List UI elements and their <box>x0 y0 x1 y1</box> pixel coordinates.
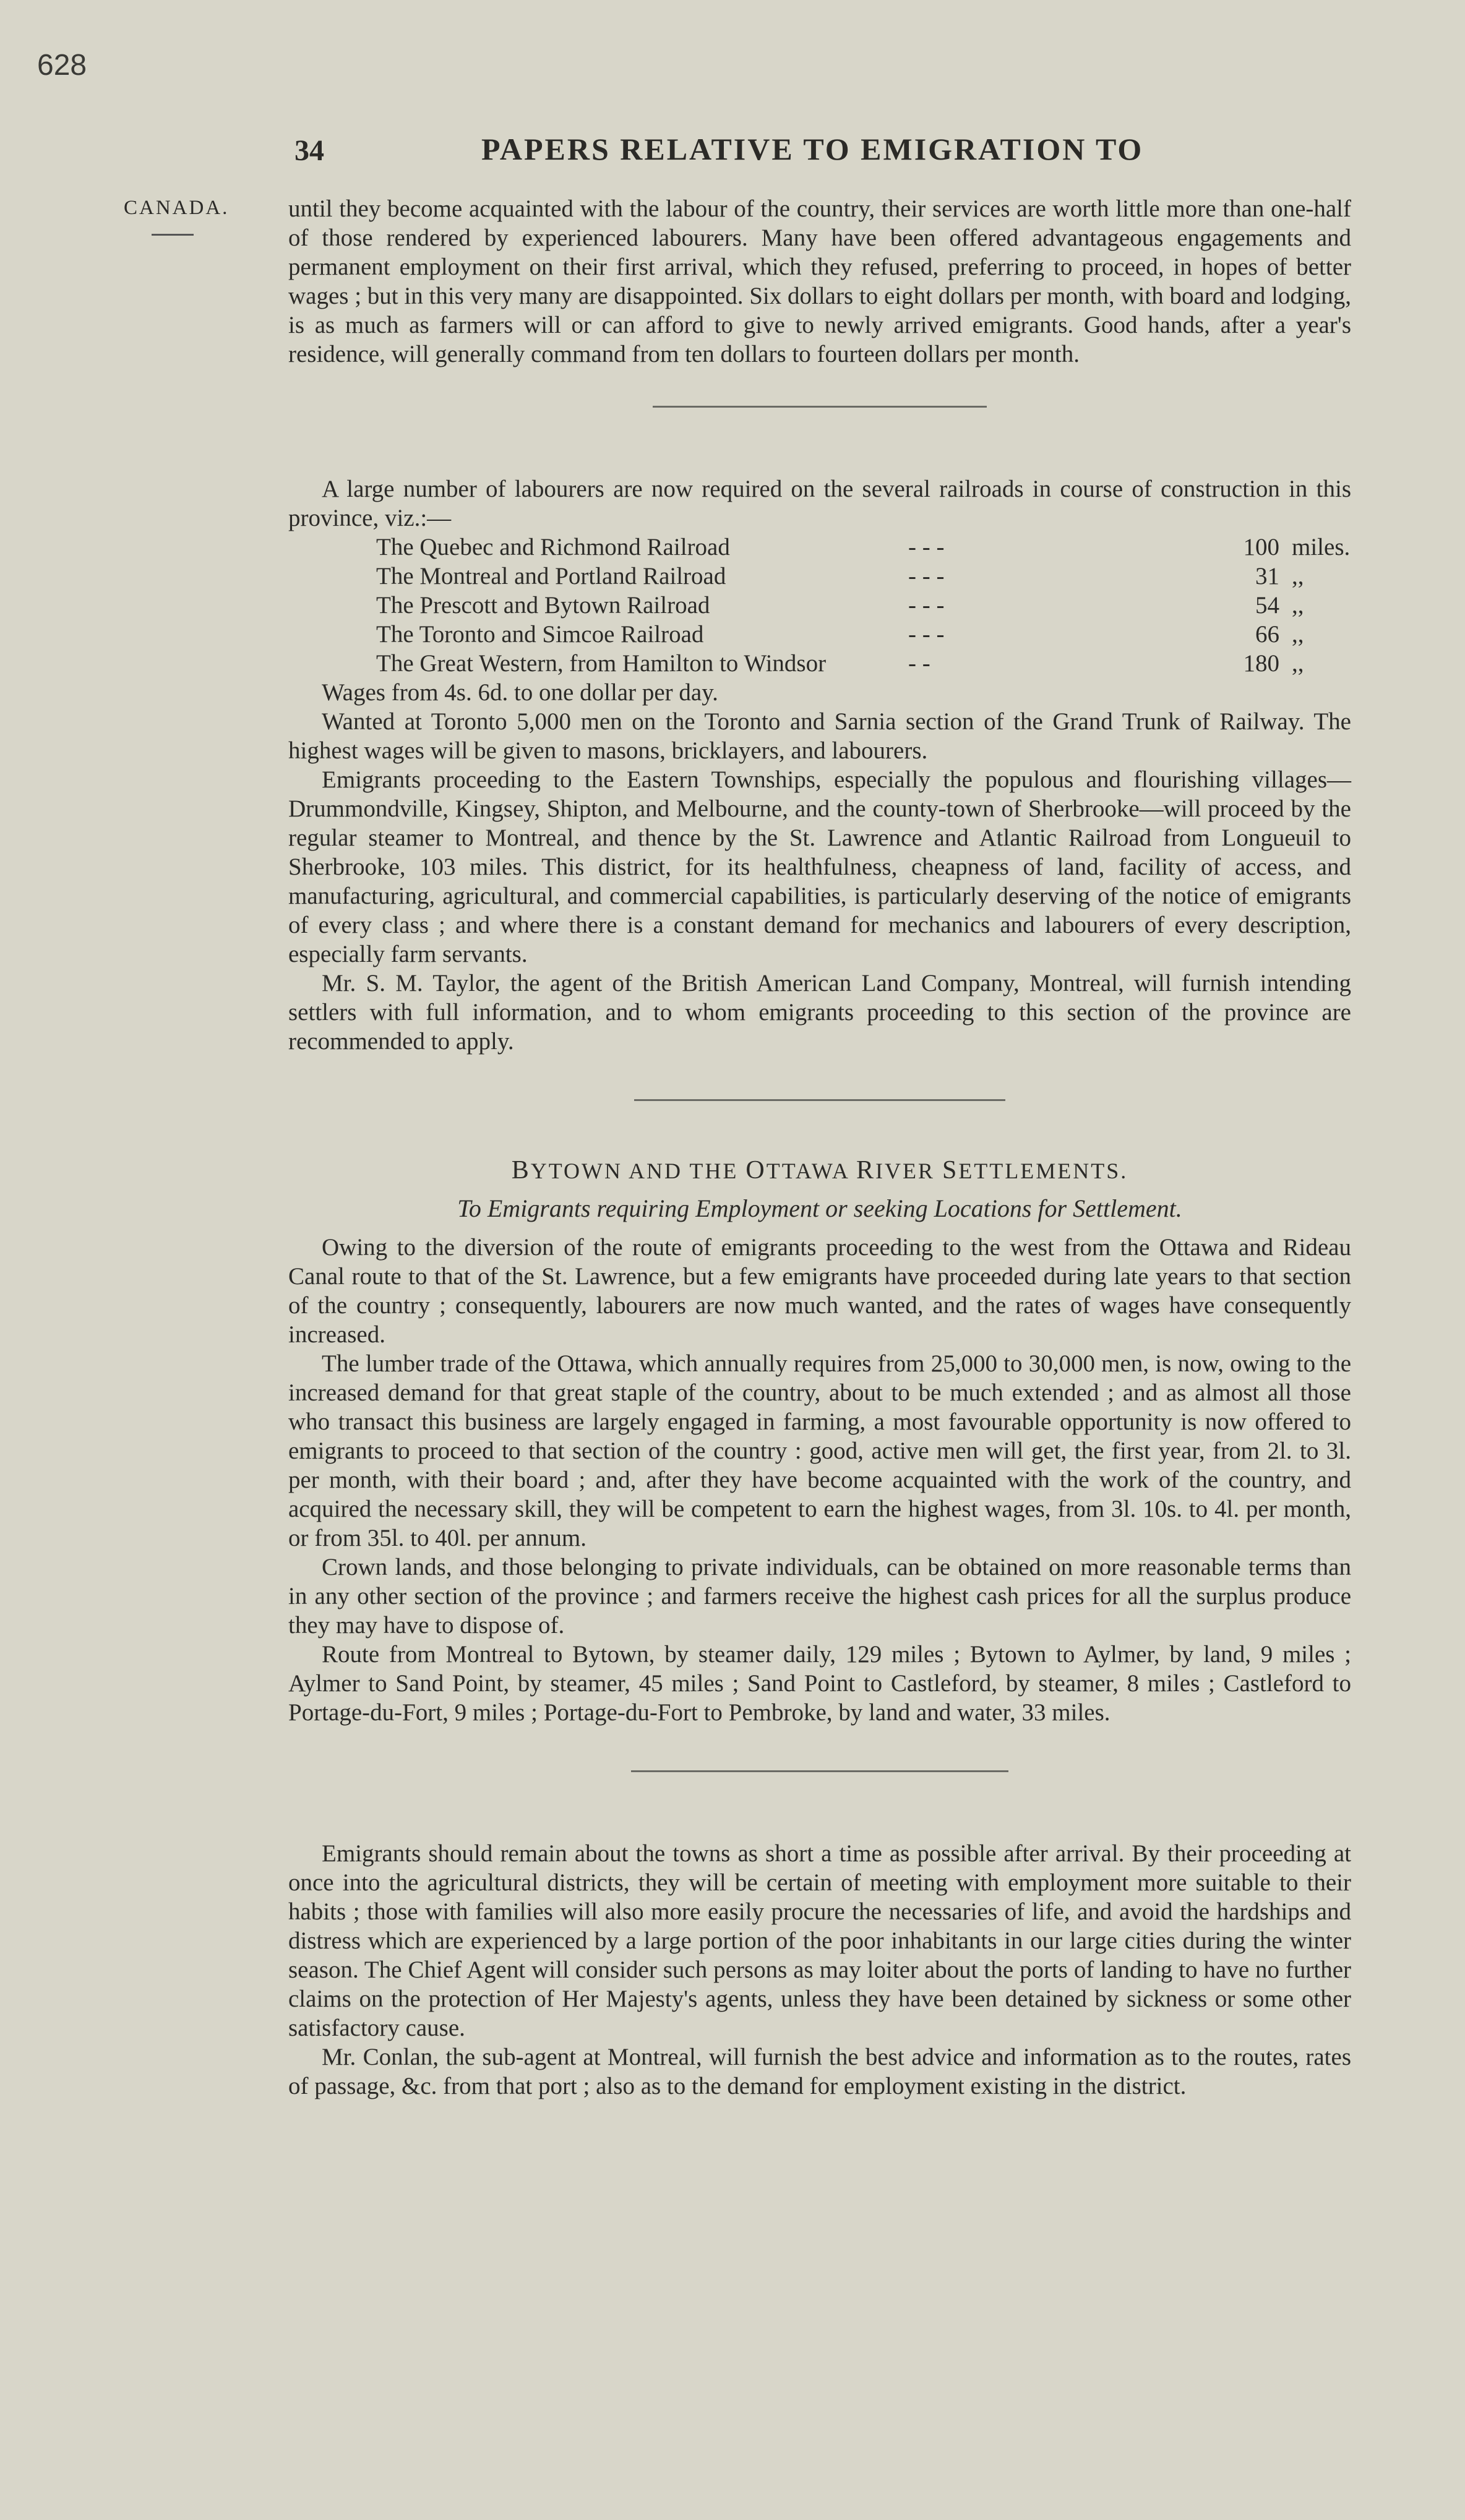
railroad-unit: ,, <box>1292 563 1304 589</box>
wages-line: Wages from 4s. 6d. to one dollar per day. <box>322 679 718 706</box>
intro-paragraph: until they become acquainted with the labour of the country, their services are worth little more than one-half of those rendered by experienced labourers. Many have been offered advantageous engagements and permanent employment on their first arrival, which they refused, preferring to proceed, in hopes of better wages ; but in this very many are disappointed. Six dollars to eight dollars per month, with board and lodging, is as much as farmers will or can afford to give to newly arrived emigrants. Good hands, after a year's residence, will generally command from ten dollars to fourteen dollars per month. <box>288 195 1351 367</box>
heading-part: S <box>942 1156 959 1185</box>
section-subheading: To Emigrants requiring Employment or seeking Locations for Settlement. <box>457 1194 1182 1222</box>
railroad-miles: 66 <box>1255 621 1279 648</box>
railroad-miles: 180 <box>1243 650 1279 677</box>
paragraph: Crown lands, and those belonging to private individuals, can be obtained on more reasonable terms than in any other section of the province ; and farmers receive the highest cash prices for all the surplus produce they may have to dispose of. <box>288 1554 1351 1639</box>
railroad-row <box>288 562 1351 591</box>
railroad-paragraphs <box>288 707 1351 1056</box>
railroad-unit: miles. <box>1292 534 1351 560</box>
paragraph: Owing to the diversion of the route of emigrants proceeding to the west from the Ottawa and Rideau Canal route to that of the St. Lawrence, but a few emigrants have proceeded during late years to that section of the country ; consequently, labourers are now much wanted, and the rates of wages have consequently increased. <box>288 1234 1351 1348</box>
railroad-name: The Great Western, from Hamilton to Windsor <box>376 650 827 677</box>
section-divider <box>631 1770 1008 1772</box>
main-text <box>288 194 1351 2101</box>
heading-part: ETTLEMENTS. <box>958 1159 1128 1183</box>
railroad-leader-dashes: - - - <box>908 534 945 560</box>
railroad-row <box>288 591 1351 620</box>
railroads-lead: A large number of labourers are now required on the several railroads in course of construction in this province, viz.:— <box>288 476 1351 531</box>
section-divider <box>634 1099 1005 1101</box>
paragraph: Emigrants proceeding to the Eastern Townships, especially the populous and flourishing villages—Drummondville, Kingsey, Shipton, and Melbourne, and the county-town of Sherbrooke—will proceed by the regular steamer to Montreal, and thence by the St. Lawrence and Atlantic Railroad from Longueuil to Sherbrooke, 103 miles. This district, for its healthfulness, cheapness of land, facility of access, and manufacturing, agricultural, and commercial capabilities, is particularly deserving of the notice of emigrants of every class ; and where there is a constant demand for mechanics and labourers of every description, especially farm servants. <box>288 766 1351 967</box>
margin-note-rule <box>152 234 194 236</box>
railroad-miles: 100 <box>1243 534 1279 560</box>
bytown-paragraphs <box>288 1233 1351 1727</box>
heading-part: YTOWN AND THE <box>530 1159 746 1183</box>
heading-part: IVER <box>875 1159 942 1183</box>
paragraph: Mr. S. M. Taylor, the agent of the British American Land Company, Montreal, will furnish intending settlers with full information, and to whom emigrants proceeding to this section of the province are recommended to apply. <box>288 970 1351 1055</box>
section-divider <box>653 406 987 408</box>
railroad-list <box>288 533 1351 678</box>
railroad-name: The Quebec and Richmond Railroad <box>376 534 730 560</box>
railroad-name: The Prescott and Bytown Railroad <box>376 592 710 619</box>
paragraph: Mr. Conlan, the sub-agent at Montreal, will furnish the best advice and information as to the routes, rates of passage, &c. from that port ; also as to the demand for employment existing in the district. <box>288 2044 1351 2099</box>
folio-number: 628 <box>37 49 87 82</box>
running-title: PAPERS RELATIVE TO EMIGRATION TO <box>481 132 1144 166</box>
closing-paragraphs <box>288 1839 1351 2101</box>
heading-part: TTAWA <box>766 1159 856 1183</box>
railroad-unit: ,, <box>1292 621 1304 648</box>
railroad-name: The Toronto and Simcoe Railroad <box>376 621 704 648</box>
railroad-leader-dashes: - - <box>908 650 930 677</box>
heading-part: B <box>511 1156 531 1185</box>
page-number: 34 <box>294 134 324 167</box>
section-heading <box>288 1155 1351 1185</box>
railroad-row <box>288 533 1351 562</box>
paragraph: The lumber trade of the Ottawa, which annually requires from 25,000 to 30,000 men, is now, owing to the increased demand for that great staple of the country, about to be much extended ; and as almost all those who transact this business are largely engaged in farming, a most favourable opportunity is now offered to emigrants to proceed to that section of the country : good, active men will get, the first year, from 2l. to 3l. per month, with their board ; and, after they have become acquainted with the work of the country, and acquired the necessary skill, they will be competent to earn the highest wages, from 3l. 10s. to 4l. per month, or from 35l. to 40l. per annum. <box>288 1350 1351 1551</box>
railroad-unit: ,, <box>1292 592 1304 619</box>
heading-part: R <box>856 1156 875 1185</box>
railroad-row <box>288 649 1351 678</box>
railroad-leader-dashes: - - - <box>908 563 945 589</box>
railroad-row <box>288 620 1351 649</box>
railroad-unit: ,, <box>1292 650 1304 677</box>
railroad-name: The Montreal and Portland Railroad <box>376 563 726 589</box>
heading-part: O <box>745 1156 767 1185</box>
paragraph: Route from Montreal to Bytown, by steamer daily, 129 miles ; Bytown to Aylmer, by land, 9 miles ; Aylmer to Sand Point, by steamer, 45 miles ; Sand Point to Castleford, by steamer, 8 miles ; Castleford to Portage-du-Fort, 9 miles ; Portage-du-Fort to Pembroke, by land and water, 33 miles. <box>288 1641 1351 1726</box>
railroad-leader-dashes: - - - <box>908 621 945 648</box>
paragraph: Emigrants should remain about the towns as short a time as possible after arrival. By their proceeding at once into the agricultural districts, they will be certain of meeting with employment more suitable to their habits ; those with families will also more easily procure the necessaries of life, and avoid the hardships and distress which are experienced by a large portion of the poor inhabitants in our large cities during the winter season. The Chief Agent will consider such persons as may loiter about the ports of landing to have no further claims on the protection of Her Majesty's agents, unless they have been detained by sickness or some other satisfactory cause. <box>288 1840 1351 2041</box>
margin-note: CANADA. <box>124 197 230 219</box>
railroad-miles: 31 <box>1255 563 1279 589</box>
railroad-miles: 54 <box>1255 592 1279 619</box>
paragraph: Wanted at Toronto 5,000 men on the Toronto and Sarnia section of the Grand Trunk of Railway. The highest wages will be given to masons, bricklayers, and labourers. <box>288 708 1351 764</box>
railroad-leader-dashes: - - - <box>908 592 945 619</box>
